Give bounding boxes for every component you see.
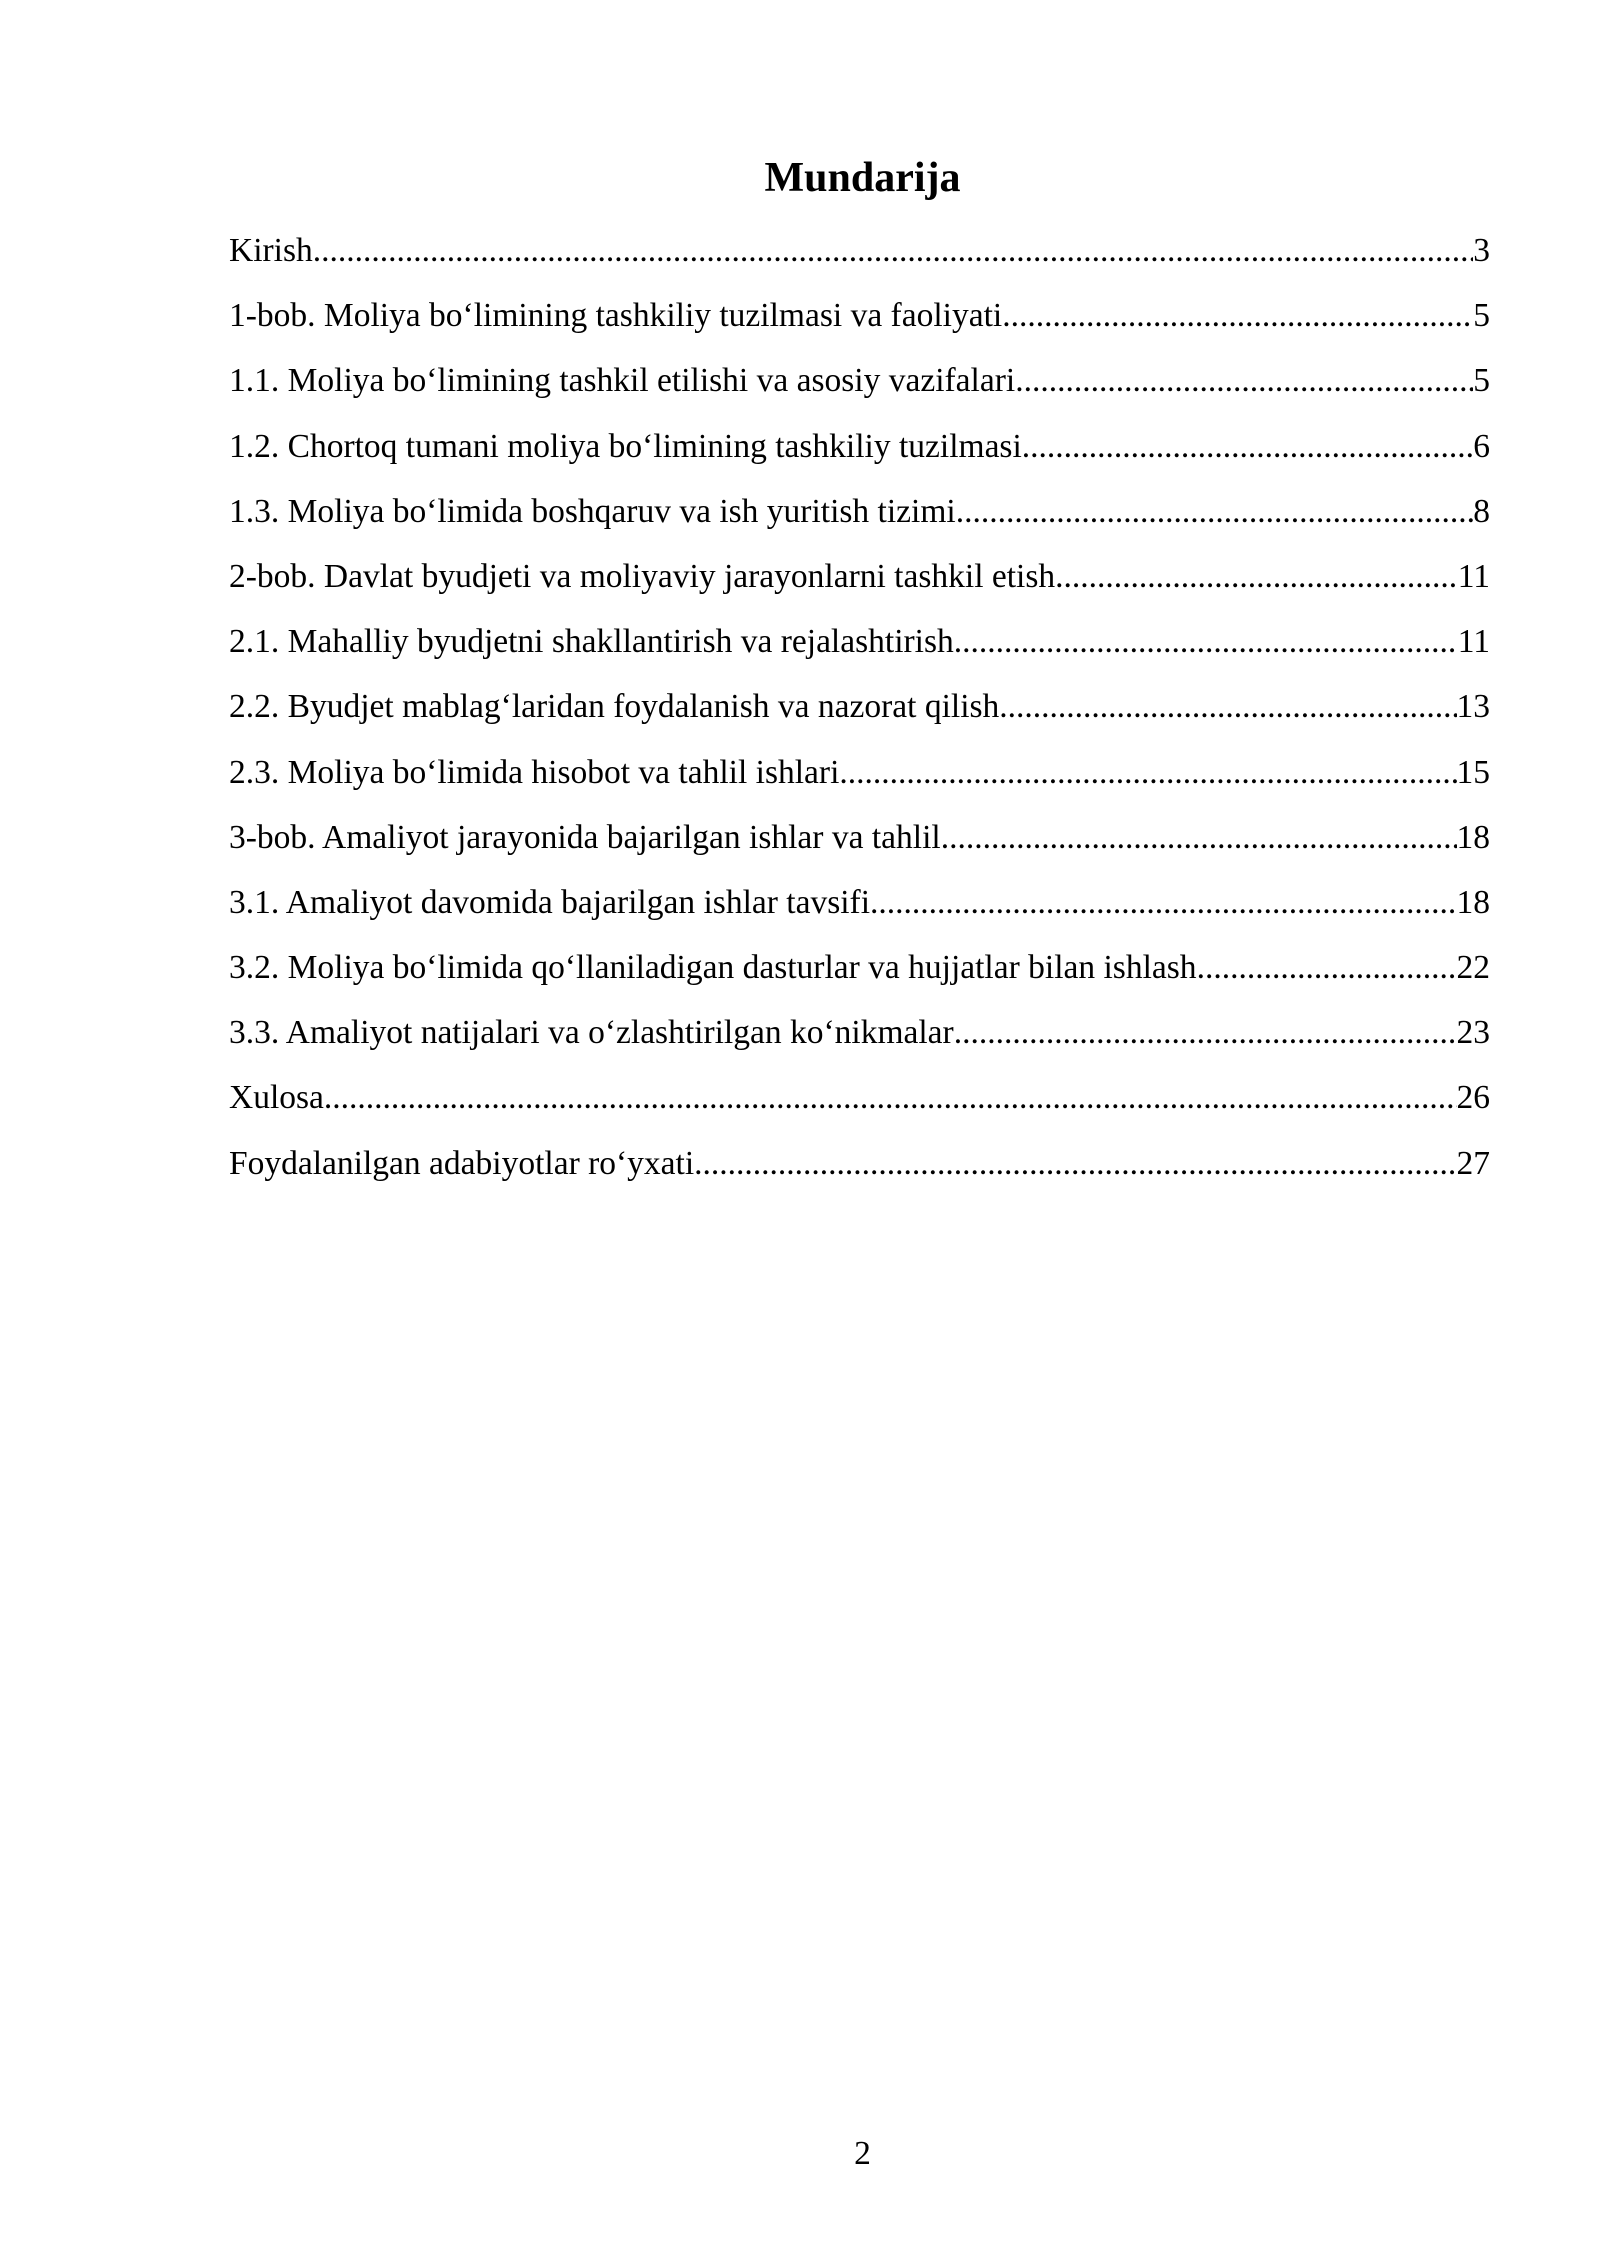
- toc-entry[interactable]: [229, 218, 1490, 283]
- toc-entry[interactable]: [229, 1000, 1490, 1065]
- toc-entry[interactable]: [229, 740, 1490, 805]
- toc-entry-label: 3.1. Amaliyot davomida bajarilgan ishlar tavsifi: [229, 883, 871, 921]
- toc-dot-leader: [870, 870, 1456, 935]
- toc-entry[interactable]: [229, 348, 1490, 413]
- toc-entry-page: 8: [1473, 492, 1490, 530]
- toc-entry[interactable]: [229, 544, 1490, 609]
- toc-entry-label: 1.2. Chortoq tumani moliya bo‘limining tashkiliy tuzilmasi: [229, 427, 1022, 465]
- toc-entry-label: Kirish: [229, 232, 313, 269]
- toc-entry-page: 3: [1473, 232, 1490, 269]
- toc-dot-leader: [1197, 935, 1457, 1000]
- toc-dot-leader: [694, 1131, 1456, 1196]
- toc-dot-leader: [999, 674, 1456, 739]
- toc-entry[interactable]: [229, 609, 1490, 674]
- toc-dot-leader: [954, 609, 1458, 674]
- toc-entry-label: 1-bob. Moliya bo‘limining tashkiliy tuzilmasi va faoliyati: [229, 297, 1003, 335]
- toc-dot-leader: [1002, 283, 1473, 348]
- toc-entry-label: 3.2. Moliya bo‘limida qo‘llaniladigan dasturlar va hujjatlar bilan ishlash: [229, 949, 1197, 987]
- toc-dot-leader: [313, 218, 1474, 283]
- toc-entry-label: 2-bob. Davlat byudjeti va moliyaviy jarayonlarni tashkil etish: [229, 557, 1056, 595]
- toc-entry-page: 26: [1456, 1079, 1490, 1117]
- toc-entry[interactable]: [229, 674, 1490, 739]
- toc-entry[interactable]: [229, 805, 1490, 870]
- toc-entry-page: 5: [1473, 297, 1490, 335]
- toc-dot-leader: [1055, 544, 1458, 609]
- toc-entry[interactable]: [229, 935, 1490, 1000]
- toc-entry-label: Foydalanilgan adabiyotlar ro‘yxati: [229, 1144, 695, 1182]
- toc-entry-label: 3.3. Amaliyot natijalari va o‘zlashtirilgan ko‘nikmalar: [229, 1014, 954, 1052]
- toc-entry[interactable]: [229, 479, 1490, 544]
- toc-entry-page: 15: [1456, 753, 1490, 791]
- toc-entry-page: 18: [1456, 883, 1490, 921]
- toc-entry-page: 5: [1473, 362, 1490, 400]
- toc-entry-page: 22: [1456, 949, 1490, 987]
- page-number: 2: [854, 2135, 871, 2172]
- toc-entry-page: 27: [1456, 1144, 1490, 1182]
- toc-dot-leader: [954, 1000, 1457, 1065]
- toc-entry-label: 1.1. Moliya bo‘limining tashkil etilishi va asosiy vazifalari: [229, 362, 1016, 400]
- toc-entry[interactable]: [229, 283, 1490, 348]
- toc-entry-page: 11: [1457, 557, 1490, 595]
- toc-entry-label: 2.1. Mahalliy byudjetni shakllantirish va rejalashtirish: [229, 623, 954, 661]
- toc-entry-label: Xulosa: [229, 1079, 324, 1117]
- toc-dot-leader: [956, 479, 1474, 544]
- toc-entry-page: 13: [1456, 688, 1490, 726]
- toc-entry-page: 18: [1456, 818, 1490, 856]
- toc-entry-label: 2.2. Byudjet mablag‘laridan foydalanish va nazorat qilish: [229, 688, 1000, 726]
- toc-dot-leader: [324, 1065, 1457, 1130]
- toc-entry[interactable]: [229, 414, 1490, 479]
- toc-entry-page: 23: [1456, 1014, 1490, 1052]
- toc-entry-label: 2.3. Moliya bo‘limida hisobot va tahlil ishlari: [229, 753, 840, 791]
- toc-entry-page: 11: [1457, 623, 1490, 661]
- toc-entry[interactable]: [229, 870, 1490, 935]
- toc-title: Mundarija: [764, 155, 961, 201]
- toc-dot-leader: [1015, 348, 1473, 413]
- toc-dot-leader: [1022, 414, 1473, 479]
- toc-entry-label: 1.3. Moliya bo‘limida boshqaruv va ish yuritish tizimi: [229, 492, 956, 530]
- toc-entry[interactable]: [229, 1131, 1490, 1196]
- toc-entry[interactable]: [229, 1065, 1490, 1130]
- toc-dot-leader: [839, 740, 1456, 805]
- toc-entry-page: 6: [1473, 427, 1490, 465]
- table-of-contents: [229, 218, 1490, 1196]
- toc-dot-leader: [941, 805, 1457, 870]
- toc-entry-label: 3-bob. Amaliyot jarayonida bajarilgan ishlar va tahlil: [229, 818, 941, 856]
